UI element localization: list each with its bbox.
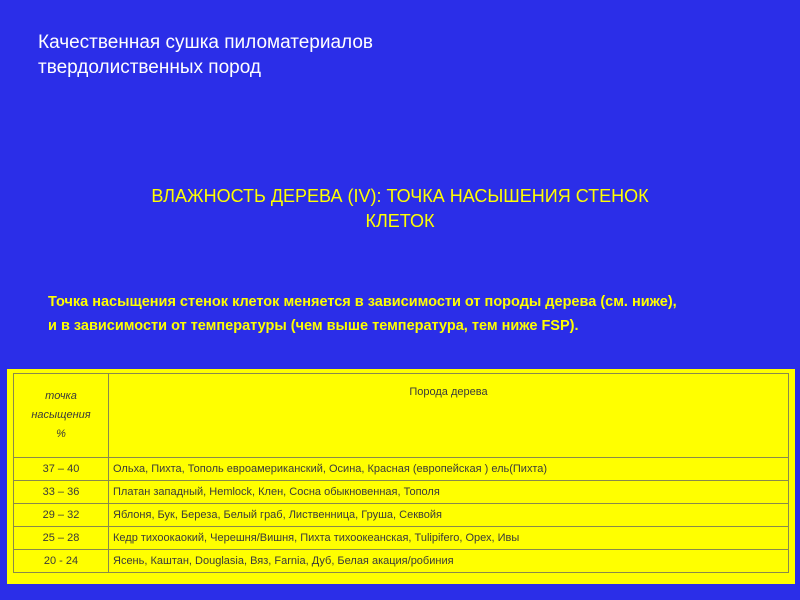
body-line-1: Точка насыщения стенок клеток меняется в зависимости от породы дерева (см. ниже), (48, 294, 677, 310)
table-row (14, 458, 789, 481)
species-cell: Кедр тихоокаокий, Черешня/Вишня, Пихта тихоокеанская, Tulipifero, Орех, Ивы (109, 527, 789, 550)
table-row (14, 481, 789, 504)
title-line-1: ВЛАЖНОСТЬ ДЕРЕВА (IV): ТОЧКА НАСЫШЕНИЯ СТЕНОК (151, 186, 649, 206)
fsp-range-cell: 37 – 40 (14, 458, 109, 481)
fsp-table (13, 373, 789, 573)
species-cell: Ольха, Пихта, Тополь евроамериканский, Осина, Красная (европейская ) ель(Пихта) (109, 458, 789, 481)
header-fsp-line-3: % (56, 428, 66, 440)
fsp-range-cell: 33 – 36 (14, 481, 109, 504)
table-row (14, 527, 789, 550)
table-row (14, 504, 789, 527)
header-fsp-cell (14, 374, 109, 458)
species-cell: Платан западный, Hemlock, Клен, Сосна обыкновенная, Тополя (109, 481, 789, 504)
header-line-1: Качественная сушка пиломатериалов (38, 32, 374, 53)
title-line-2: КЛЕТОК (365, 211, 435, 231)
header-species-cell: Порода дерева (109, 374, 789, 458)
table-row (14, 550, 789, 573)
fsp-range-cell: 20 - 24 (14, 550, 109, 573)
table-header-row (14, 374, 789, 458)
slide-header (38, 30, 373, 80)
body-line-2: и в зависимости от температуры (чем выше температура, тем ниже FSP). (48, 318, 579, 334)
slide-title (60, 184, 740, 234)
species-cell: Яблоня, Бук, Береза, Белый граб, Лиственница, Груша, Секвойя (109, 504, 789, 527)
header-line-2: твердолиственных пород (38, 57, 261, 78)
body-paragraph (48, 290, 768, 338)
header-fsp-line-2: насыщения (31, 409, 91, 421)
fsp-range-cell: 29 – 32 (14, 504, 109, 527)
header-fsp-line-1: точка (45, 390, 77, 402)
fsp-range-cell: 25 – 28 (14, 527, 109, 550)
species-cell: Ясень, Каштан, Douglasia, Вяз, Farnia, Дуб, Белая акация/робиния (109, 550, 789, 573)
fsp-table-panel (7, 369, 795, 584)
